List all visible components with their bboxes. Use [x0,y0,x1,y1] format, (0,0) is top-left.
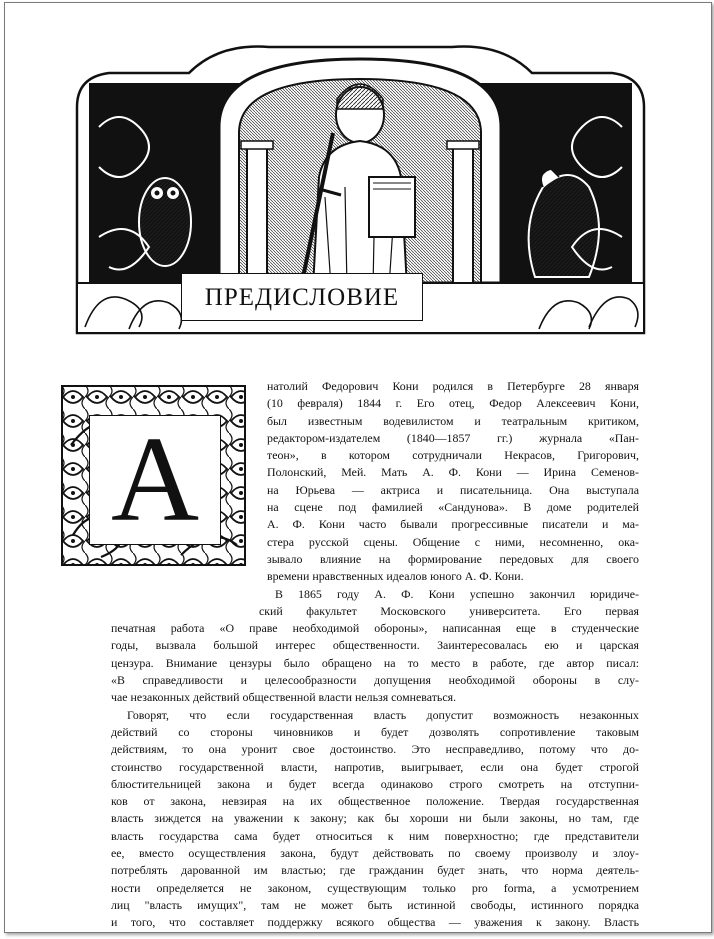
text-line: годы, вызвала большой интерес общественности. Заинтересовалась ею и царская [111,638,639,653]
text-line: ности определяется не законом, существующим только pro forma, а усмотрением [111,880,639,895]
text-line: зывало влияние на формирование передовых для своего [267,551,639,566]
book-page [4,2,712,933]
headpiece-title-box [181,273,423,321]
text-line: В 1865 году А. Ф. Кони успешно закончил юридиче- [275,586,639,601]
text-line: на Юрьева — актриса и писательница. Она выступала [267,482,639,497]
text-line: натолий Федорович Кони родился в Петербурге 28 января [267,379,639,393]
text-line: «В справедливости и целесообразности допущения необходимой обороны в слу- [111,673,639,688]
text-line: ков от закона, невзирая на их общественное положение. Твердая государственная [111,794,639,809]
text-line: ее, вместо осуществления закона, будут действовать по своему произволу и злоу- [111,846,639,861]
text-line: был известным водевилистом и театральным критиком, [267,413,639,428]
text-line: потреблять дарованной им властью; где гражданин будет знать, что норма деятель- [111,863,639,878]
text-line: (10 февраля) 1844 г. Его отец, Федор Алексеевич Кони, [267,396,639,411]
text-line: власть зиждется на уважении к закону; как бы хороши ни были законы, но там, где [111,811,639,826]
text-line: действий со стороны чиновников и будет дозволять сопротивление таковым [111,724,639,739]
text-line: блюстительницей закона и будет всегда одинаково строго смотреть на отступни- [111,776,639,791]
text-line: времени нравственных идеалов юного А. Ф. Кони. [267,569,524,584]
text-line: стоинство государственной власти, напротив, выигрывает, если она будет строгой [111,759,639,774]
chapter-title: ПРЕДИСЛОВИЕ [204,283,400,311]
text-line: Полонский, Мей. Мать А. Ф. Кони — Ирина Семенов- [267,465,639,480]
body-text [111,378,639,932]
text-line: редактором-издателем (1840—1857 гг.) журнала «Пан- [267,430,639,445]
text-line: власть государства сама будет относиться к ним поверхностно; где представители [111,828,639,843]
text-line: чае незаконных действий общественной власти нельзя сомневаться. [111,690,457,705]
text-line: действиям, то она уронит свое достоинство. Это несправедливо, потому что до- [111,742,639,757]
text-line: цензура. Внимание цензуры было обращено на то место в работе, где автор писал: [111,655,639,670]
text-line: стера русской сцены. Общение с ними, несомненно, ока- [267,534,639,549]
drop-cap-letter: А [89,415,221,545]
text-line: теон», в котором сотрудничали Некрасов, Григорович, [267,448,639,463]
text-line: печатная работа «О праве необходимой обороны», написанная еще в студенческие [111,621,639,636]
text-line: А. Ф. Кони часто бывали прогрессивные писатели и ма- [267,517,639,532]
text-line: и того, что составляет поддержку всякого общества — уважения к закону. Власть [111,915,639,930]
text-line: на сцене под фамилией «Сандунова». В доме родителей [267,500,639,515]
text-line: Говорят, что если государственная власть допустит возможность незаконных [127,707,639,722]
text-line: лиц "власть имущих", там не может быть истинной свободы, истинного порядка [111,897,639,912]
text-line: ский факультет Московского университета. Его первая [259,603,639,618]
